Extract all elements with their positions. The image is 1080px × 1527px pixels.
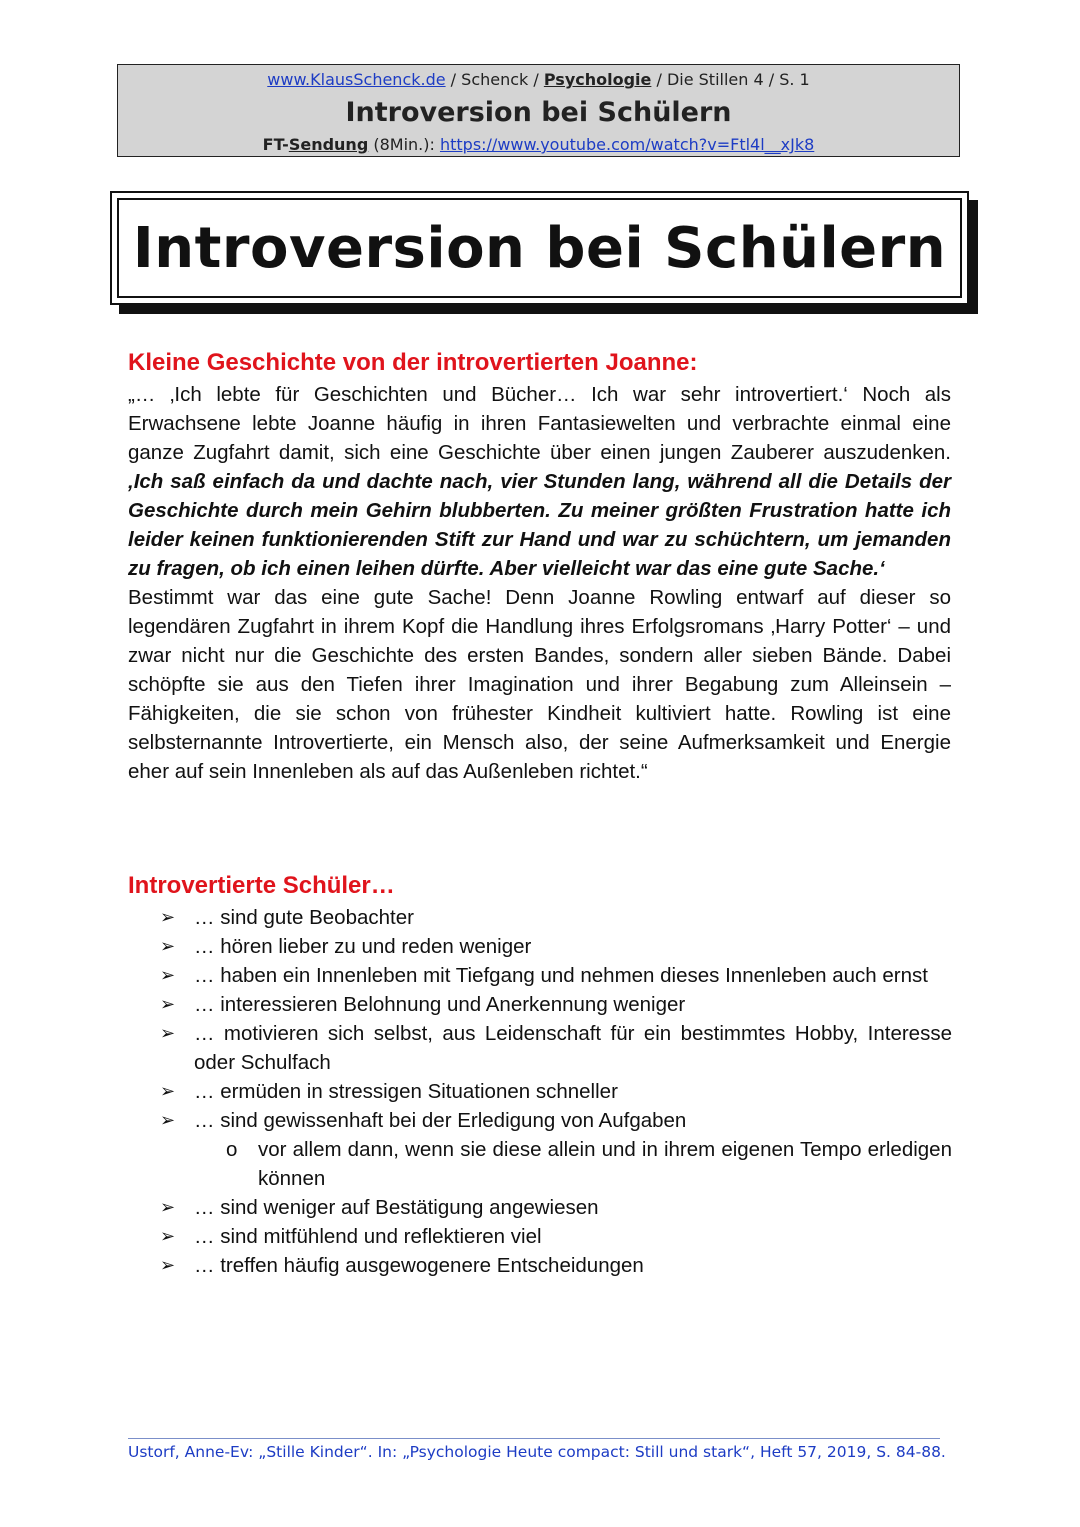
- sub-list-item: o vor allem dann, wenn sie diese allein und in ihrem eigenen Tempo erledigen können: [226, 1135, 952, 1193]
- list-item: ➢ … sind mitfühlend und reflektieren viel: [160, 1222, 952, 1251]
- breadcrumb-subject[interactable]: Psychologie: [543, 70, 652, 89]
- arrow-bullet-icon: ➢: [160, 1081, 176, 1101]
- breadcrumb-author: / Schenck /: [445, 70, 544, 89]
- site-link[interactable]: www.KlausSchenck.de: [267, 70, 446, 89]
- arrow-bullet-icon: ➢: [160, 907, 176, 927]
- video-link[interactable]: https://www.youtube.com/watch?v=Ftl4l__xJk8: [439, 135, 815, 154]
- footer-divider: [128, 1438, 940, 1439]
- arrow-bullet-icon: ➢: [160, 994, 176, 1014]
- header-video-line: [118, 135, 959, 154]
- list-item: ➢ … sind gewissenhaft bei der Erledigung von Aufgaben: [160, 1106, 952, 1135]
- arrow-bullet-icon: ➢: [160, 1226, 176, 1246]
- story-paragraph: [128, 380, 951, 786]
- arrow-bullet-icon: ➢: [160, 1255, 176, 1275]
- arrow-bullet-icon: ➢: [160, 965, 176, 985]
- circle-bullet-icon: o: [226, 1138, 238, 1161]
- main-title-inner-frame: [117, 198, 962, 298]
- ft-word: Sendung: [288, 135, 369, 154]
- story-quote: ‚Ich saß einfach da und dachte nach, vier Stunden lang, während all die Details der Geschichte durch mein Gehirn blubberten. Zu meiner größten Frustration hatte ich leider keinen funktionierenden Stift zur Hand und war zu schüchtern, um jemanden zu fragen, ob ich einen leihen dürfte. Aber vielleicht war das eine gute Sache.‘: [128, 470, 951, 580]
- arrow-bullet-icon: ➢: [160, 936, 176, 956]
- arrow-bullet-icon: ➢: [160, 1023, 176, 1043]
- list-item: ➢ … motivieren sich selbst, aus Leidenschaft für ein bestimmtes Hobby, Interesse oder Schulfach: [160, 1019, 952, 1077]
- footer-citation: Ustorf, Anne-Ev: „Stille Kinder“. In: „Psychologie Heute compact: Still und stark“, Heft 57, 2019, S. 84-88.: [128, 1443, 946, 1461]
- list-item: ➢ … hören lieber zu und reden weniger: [160, 932, 952, 961]
- header-title: Introversion bei Schülern: [345, 97, 732, 128]
- traits-heading: Introvertierte Schüler…: [128, 872, 395, 899]
- ft-duration: (8Min.):: [368, 135, 440, 154]
- list-item: ➢ … sind gute Beobachter: [160, 903, 952, 932]
- list-item: ➢ … haben ein Innenleben mit Tiefgang und nehmen dieses Innenleben auch ernst: [160, 961, 952, 990]
- main-title: Introversion bei Schülern: [132, 215, 947, 281]
- header-box: [117, 64, 960, 157]
- ft-prefix: FT-: [262, 135, 289, 154]
- traits-list: [160, 903, 952, 1280]
- breadcrumb-page: / Die Stillen 4 / S. 1: [651, 70, 810, 89]
- story-intro: „… ‚Ich lebte für Geschichten und Bücher… Ich war sehr introvertiert.‘ Noch als Erwachsene lebte Joanne häufig in ihren Fantasiewelten und verbrachte einmal eine ganze Zugfahrt damit, sich eine Geschichte über einen jungen Zauberer auszudenken.: [128, 383, 951, 464]
- list-item: ➢ … ermüden in stressigen Situationen schneller: [160, 1077, 952, 1106]
- header-breadcrumb: [118, 70, 959, 89]
- list-item: ➢ … treffen häufig ausgewogenere Entscheidungen: [160, 1251, 952, 1280]
- arrow-bullet-icon: ➢: [160, 1197, 176, 1217]
- story-conclusion: Bestimmt war das eine gute Sache! Denn Joanne Rowling entwarf auf dieser so legendären Zugfahrt in ihrem Kopf die Handlung ihres Erfolgsromans ‚Harry Potter‘ – und zwar nicht nur die Geschichte des ersten Bandes, sondern aller sieben Bände. Dabei schöpfte sie aus den Tiefen ihrer Imagination und ihrer Begabung zum Alleinsein – Fähigkeiten, die sie schon von frühester Kindheit kultiviert hatte. Rowling ist eine selbsternannte Introvertierte, ein Mensch also, der seine Aufmerksamkeit und Energie eher auf sein Innenleben als auf das Außenleben richtet.“: [128, 586, 951, 783]
- list-item: ➢ … sind weniger auf Bestätigung angewiesen: [160, 1193, 952, 1222]
- main-title-box: [110, 191, 969, 305]
- list-item: ➢ … interessieren Belohnung und Anerkennung weniger: [160, 990, 952, 1019]
- arrow-bullet-icon: ➢: [160, 1110, 176, 1130]
- story-heading: Kleine Geschichte von der introvertierten Joanne:: [128, 349, 698, 376]
